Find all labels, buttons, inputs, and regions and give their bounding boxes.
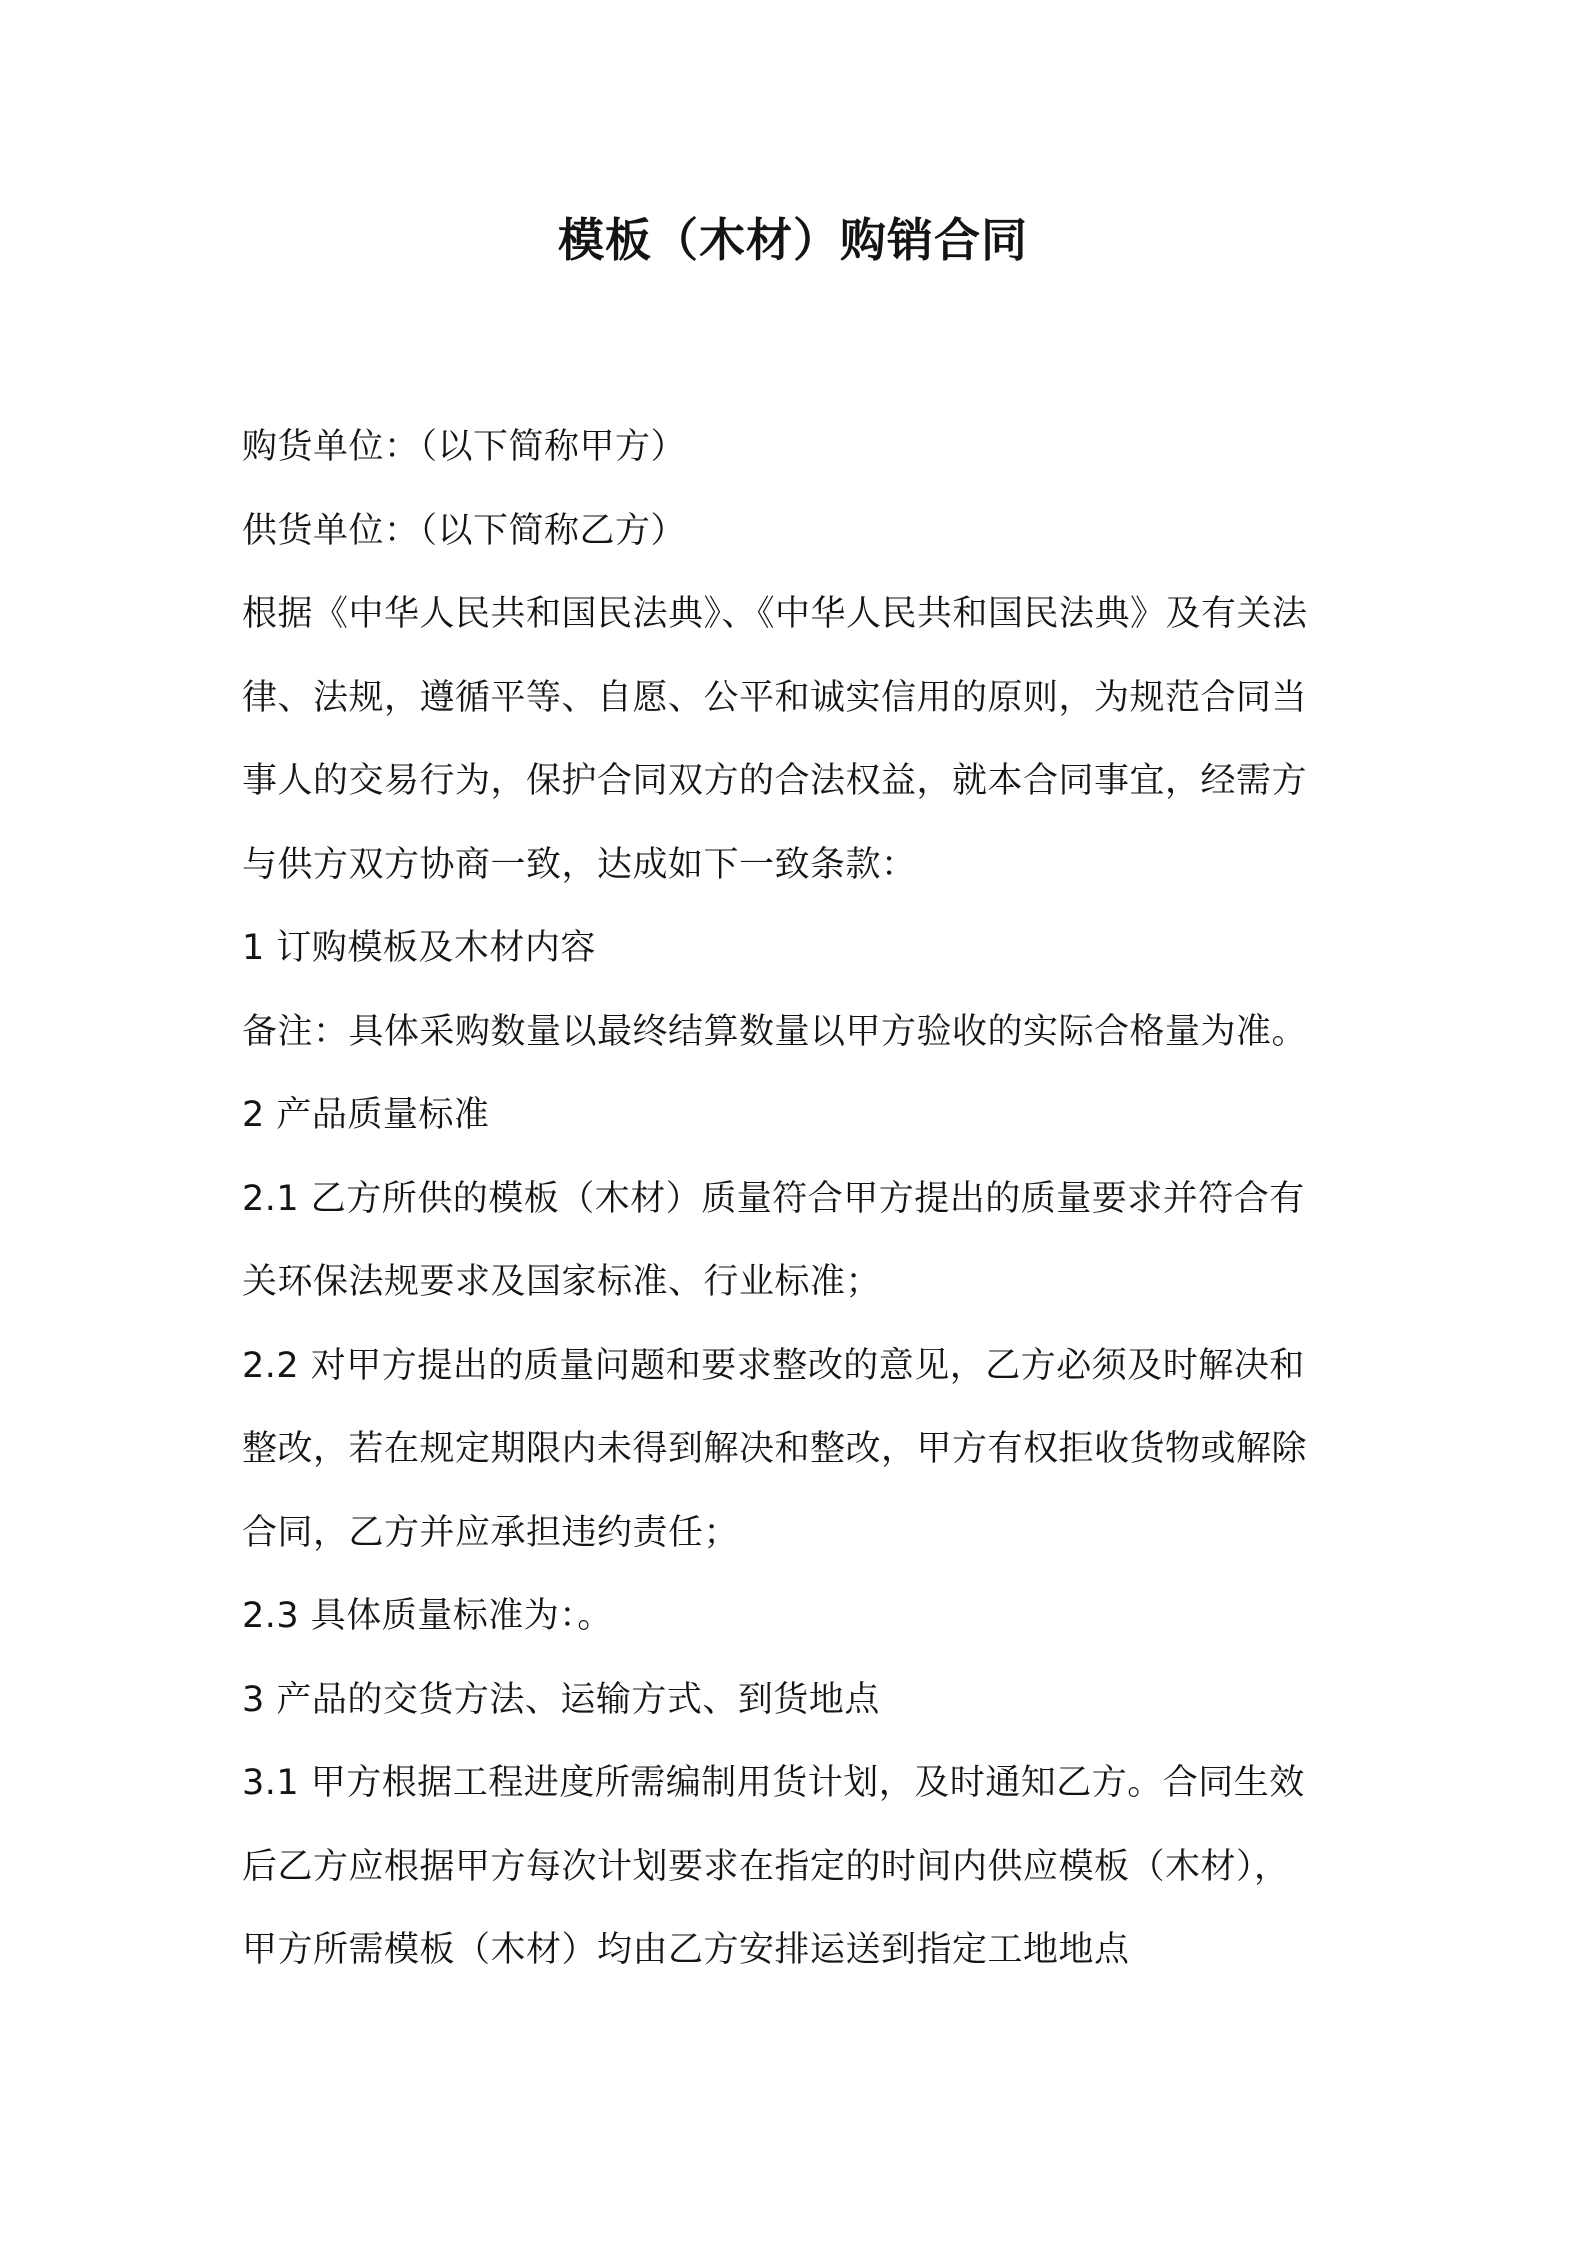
clause-2-1-line-1: 2.1 乙方所供的模板（木材）质量符合甲方提出的质量要求并符合有 <box>242 1178 1305 1219</box>
document-body <box>242 406 1357 1993</box>
clause-2-1-line-2: 关环保法规要求及国家标准、行业标准； <box>242 1262 882 1302</box>
preamble-line-3: 事人的交易行为，保护合同双方的合法权益，就本合同事宜，经需方 <box>242 761 1308 801</box>
preamble-line-2: 律、法规，遵循平等、自愿、公平和诚实信用的原则，为规范合同当 <box>242 677 1308 718</box>
clause-3-1-line-1: 3.1 甲方根据工程进度所需编制用货计划，及时通知乙方。合同生效 <box>242 1763 1305 1803</box>
section-1-heading: 1 订购模板及木材内容 <box>242 928 596 968</box>
section-2-heading: 2 产品质量标准 <box>242 1095 490 1135</box>
clause-2-2-line-3: 合同，乙方并应承担违约责任； <box>242 1512 740 1553</box>
clause-2-2-line-1: 2.2 对甲方提出的质量问题和要求整改的意见，乙方必须及时解决和 <box>242 1345 1305 1386</box>
clause-2-2-line-2: 整改，若在规定期限内未得到解决和整改，甲方有权拒收货物或解除 <box>242 1429 1308 1469</box>
preamble-line-1: 根据《中华人民共和国民法典》、《中华人民共和国民法典》及有关法 <box>242 594 1308 634</box>
supplier-line: 供货单位：（以下简称乙方） <box>242 510 687 551</box>
clause-3-1-line-2: 后乙方应根据甲方每次计划要求在指定的时间内供应模板（木材）， <box>242 1846 1290 1887</box>
buyer-line: 购货单位：（以下简称甲方） <box>242 427 687 467</box>
document-title: 模板（木材）购销合同 <box>558 213 1028 267</box>
remark-line: 备注：具体采购数量以最终结算数量以甲方验收的实际合格量为准。 <box>242 1011 1308 1052</box>
clause-3-1-line-3: 甲方所需模板（木材）均由乙方安排运送到指定工地地点 <box>242 1930 1130 1970</box>
preamble-line-4: 与供方双方协商一致，达成如下一致条款： <box>242 844 917 885</box>
section-3-heading: 3 产品的交货方法、运输方式、到货地点 <box>242 1679 880 1720</box>
clause-2-3-line: 2.3 具体质量标准为：。 <box>242 1596 613 1636</box>
